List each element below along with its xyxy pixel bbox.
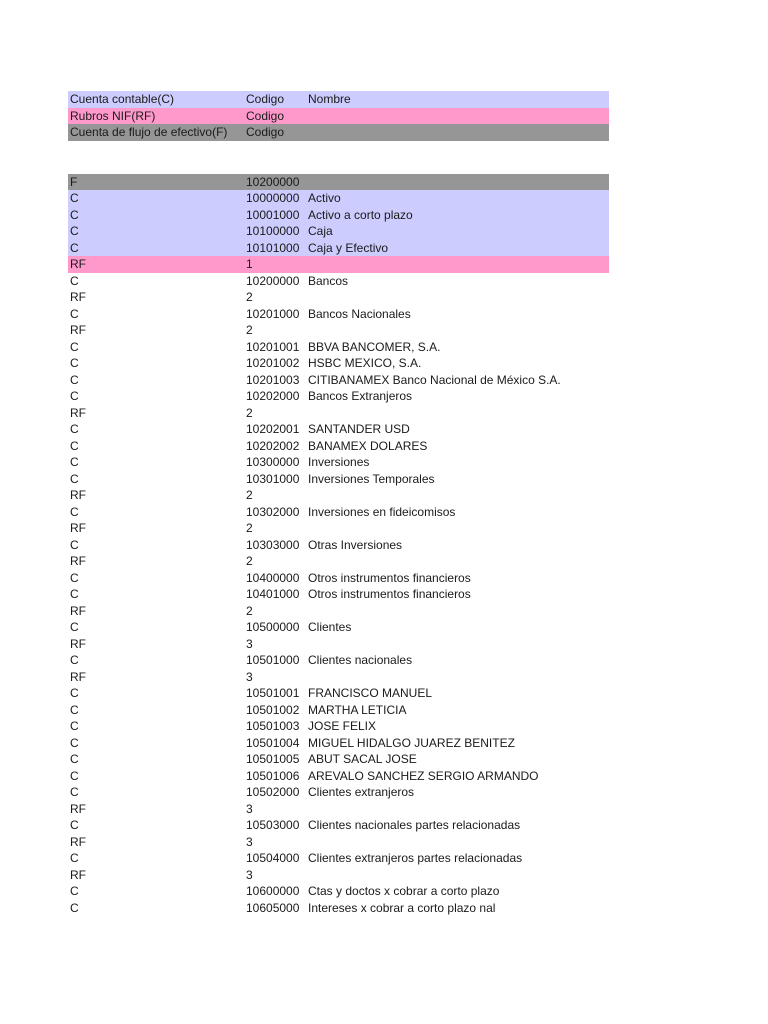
- row-nombre: Clientes nacionales partes relacionadas: [308, 818, 521, 832]
- row-tipo: C: [70, 389, 79, 403]
- account-rows: [68, 174, 609, 917]
- row-codigo: 10600000: [246, 884, 300, 898]
- account-row: [68, 702, 609, 719]
- account-row: [68, 817, 609, 834]
- row-codigo: 10400000: [246, 570, 300, 585]
- account-row: [68, 289, 609, 306]
- account-row: [68, 207, 609, 224]
- row-codigo: 3: [246, 801, 253, 816]
- account-row: [68, 454, 609, 471]
- row-tipo: RF: [70, 801, 86, 816]
- blank-rows: [68, 141, 609, 174]
- row-tipo: C: [70, 884, 79, 898]
- row-codigo: 2: [246, 323, 253, 337]
- row-nombre: Otras Inversiones: [308, 537, 403, 552]
- row-nombre: MIGUEL HIDALGO JUAREZ BENITEZ: [308, 735, 515, 750]
- row-codigo: 2: [246, 603, 253, 618]
- row-tipo: C: [70, 422, 79, 436]
- row-tipo: RF: [70, 636, 86, 651]
- row-tipo: C: [70, 851, 79, 865]
- account-row: [68, 850, 609, 867]
- row-codigo: 3: [246, 834, 253, 849]
- row-nombre: MARTHA LETICIA: [308, 702, 407, 717]
- row-codigo: 3: [246, 636, 253, 651]
- row-tipo: RF: [70, 521, 86, 535]
- row-codigo: 2: [246, 405, 253, 420]
- row-tipo: C: [70, 471, 79, 486]
- row-codigo: 10302000: [246, 504, 300, 519]
- legend-codigo-header: Codigo: [246, 108, 285, 123]
- account-row: [68, 405, 609, 422]
- row-tipo: C: [70, 191, 79, 205]
- account-row: [68, 801, 609, 818]
- row-codigo: 2: [246, 290, 253, 304]
- account-row: [68, 735, 609, 752]
- account-row: [68, 438, 609, 455]
- row-codigo: 10501006: [246, 768, 300, 783]
- row-codigo: 10001000: [246, 207, 300, 222]
- account-row: [68, 372, 609, 389]
- account-row: [68, 240, 609, 257]
- row-nombre: Caja: [308, 224, 333, 238]
- legend-block: [68, 91, 609, 141]
- account-row: [68, 322, 609, 339]
- legend-label: Cuenta contable(C): [70, 92, 175, 106]
- account-row: [68, 223, 609, 240]
- row-codigo: 10401000: [246, 587, 300, 601]
- account-row: [68, 883, 609, 900]
- row-nombre: SANTANDER USD: [308, 422, 410, 436]
- row-codigo: 10201002: [246, 356, 300, 370]
- row-tipo: C: [70, 455, 79, 469]
- row-tipo: C: [70, 587, 79, 601]
- row-tipo: C: [70, 224, 79, 238]
- row-tipo: C: [70, 438, 79, 453]
- row-codigo: 10501001: [246, 686, 300, 700]
- row-nombre: Bancos Extranjeros: [308, 389, 413, 403]
- row-nombre: Clientes extranjeros partes relacionadas: [308, 851, 523, 865]
- account-row: [68, 784, 609, 801]
- row-nombre: Bancos Nacionales: [308, 306, 411, 321]
- row-tipo: C: [70, 768, 79, 783]
- legend-codigo-header: Codigo: [246, 92, 285, 106]
- row-tipo: RF: [70, 488, 86, 502]
- legend-row-cuenta-contable: [68, 91, 609, 108]
- row-codigo: 10501002: [246, 702, 300, 717]
- account-row: [68, 603, 609, 620]
- row-nombre: Bancos: [308, 273, 349, 288]
- row-nombre: Inversiones en fideicomisos: [308, 504, 456, 519]
- row-codigo: 10201003: [246, 372, 300, 387]
- row-codigo: 2: [246, 488, 253, 502]
- row-tipo: RF: [70, 323, 86, 337]
- row-nombre: Ctas y doctos x cobrar a corto plazo: [308, 884, 500, 898]
- account-row: [68, 421, 609, 438]
- row-codigo: 10000000: [246, 191, 300, 205]
- row-codigo: 10500000: [246, 620, 300, 634]
- legend-label: Cuenta de flujo de efectivo(F): [70, 125, 228, 139]
- account-row: [68, 190, 609, 207]
- row-tipo: C: [70, 356, 79, 370]
- row-codigo: 10101000: [246, 240, 300, 255]
- account-row: [68, 504, 609, 521]
- row-codigo: 3: [246, 867, 253, 882]
- account-row: [68, 751, 609, 768]
- row-tipo: C: [70, 686, 79, 700]
- row-tipo: C: [70, 537, 79, 552]
- row-nombre: Inversiones Temporales: [308, 471, 435, 486]
- account-row: [68, 619, 609, 636]
- row-nombre: HSBC MEXICO, S.A.: [308, 356, 422, 370]
- row-tipo: RF: [70, 834, 86, 849]
- row-codigo: 3: [246, 669, 253, 684]
- row-tipo: RF: [70, 405, 86, 420]
- row-codigo: 10202002: [246, 438, 300, 453]
- row-tipo: RF: [70, 669, 86, 684]
- row-tipo: C: [70, 719, 79, 733]
- row-codigo: 10100000: [246, 224, 300, 238]
- account-row: [68, 388, 609, 405]
- row-tipo: C: [70, 620, 79, 634]
- row-tipo: C: [70, 207, 79, 222]
- row-nombre: Clientes: [308, 620, 352, 634]
- account-row: [68, 520, 609, 537]
- row-codigo: 10605000: [246, 900, 300, 915]
- row-nombre: Caja y Efectivo: [308, 240, 389, 255]
- row-codigo: 10503000: [246, 818, 300, 832]
- row-tipo: C: [70, 339, 79, 354]
- row-codigo: 10200000: [246, 174, 300, 189]
- row-codigo: 10501005: [246, 752, 300, 766]
- row-nombre: FRANCISCO MANUEL: [308, 686, 433, 700]
- row-codigo: 10501003: [246, 719, 300, 733]
- account-row: [68, 273, 609, 290]
- row-tipo: C: [70, 273, 79, 288]
- account-row: [68, 537, 609, 554]
- row-codigo: 1: [246, 257, 253, 271]
- account-row: [68, 586, 609, 603]
- account-row: [68, 553, 609, 570]
- row-codigo: 10504000: [246, 851, 300, 865]
- account-row: [68, 339, 609, 356]
- account-row: [68, 471, 609, 488]
- account-row: [68, 652, 609, 669]
- row-tipo: RF: [70, 257, 86, 271]
- row-codigo: 10200000: [246, 273, 300, 288]
- row-nombre: Activo a corto plazo: [308, 207, 413, 222]
- row-tipo: C: [70, 752, 79, 766]
- account-row: [68, 685, 609, 702]
- row-tipo: RF: [70, 554, 86, 568]
- account-row: [68, 306, 609, 323]
- row-codigo: 10201001: [246, 339, 300, 354]
- row-tipo: RF: [70, 290, 86, 304]
- row-nombre: Activo: [308, 191, 341, 205]
- row-codigo: 2: [246, 521, 253, 535]
- account-row: [68, 669, 609, 686]
- row-codigo: 10300000: [246, 455, 300, 469]
- row-tipo: C: [70, 570, 79, 585]
- row-tipo: C: [70, 240, 79, 255]
- legend-codigo-header: Codigo: [246, 125, 285, 139]
- row-tipo: C: [70, 306, 79, 321]
- row-tipo: C: [70, 504, 79, 519]
- row-nombre: Inversiones: [308, 455, 370, 469]
- row-nombre: Clientes extranjeros: [308, 785, 415, 799]
- row-nombre: Otros instrumentos financieros: [308, 570, 471, 585]
- row-tipo: C: [70, 702, 79, 717]
- account-row: [68, 355, 609, 372]
- row-nombre: JOSE FELIX: [308, 719, 377, 733]
- row-tipo: C: [70, 735, 79, 750]
- row-codigo: 10202000: [246, 389, 300, 403]
- row-codigo: 10501000: [246, 653, 300, 667]
- account-row: [68, 867, 609, 884]
- account-row: [68, 570, 609, 587]
- row-nombre: ABUT SACAL JOSE: [308, 752, 417, 766]
- row-nombre: Otros instrumentos financieros: [308, 587, 471, 601]
- row-codigo: 10502000: [246, 785, 300, 799]
- row-tipo: C: [70, 372, 79, 387]
- row-tipo: C: [70, 900, 79, 915]
- row-nombre: BANAMEX DOLARES: [308, 438, 428, 453]
- row-nombre: CITIBANAMEX Banco Nacional de México S.A.: [308, 372, 561, 387]
- legend-nombre-header: Nombre: [308, 92, 351, 106]
- row-tipo: RF: [70, 867, 86, 882]
- row-tipo: C: [70, 653, 79, 667]
- row-nombre: AREVALO SANCHEZ SERGIO ARMANDO: [308, 768, 539, 783]
- row-nombre: Clientes nacionales: [308, 653, 413, 667]
- row-codigo: 10202001: [246, 422, 300, 436]
- account-row: [68, 256, 609, 273]
- account-row: [68, 768, 609, 785]
- row-codigo: 10501004: [246, 735, 300, 750]
- account-row: [68, 834, 609, 851]
- account-row: [68, 900, 609, 917]
- row-codigo: 10201000: [246, 306, 300, 321]
- row-codigo: 2: [246, 554, 253, 568]
- account-row: [68, 487, 609, 504]
- legend-label: Rubros NIF(RF): [70, 108, 156, 123]
- row-codigo: 10301000: [246, 471, 300, 486]
- account-row: [68, 636, 609, 653]
- legend-row-flujo-efectivo: [68, 124, 609, 141]
- row-nombre: BBVA BANCOMER, S.A.: [308, 339, 441, 354]
- row-tipo: C: [70, 785, 79, 799]
- account-row: [68, 718, 609, 735]
- row-codigo: 10303000: [246, 537, 300, 552]
- account-catalog-sheet: [68, 91, 609, 916]
- row-tipo: F: [70, 174, 78, 189]
- row-nombre: Intereses x cobrar a corto plazo nal: [308, 900, 496, 915]
- row-tipo: RF: [70, 603, 86, 618]
- row-tipo: C: [70, 818, 79, 832]
- account-row: [68, 174, 609, 191]
- legend-row-rubros-nif: [68, 108, 609, 125]
